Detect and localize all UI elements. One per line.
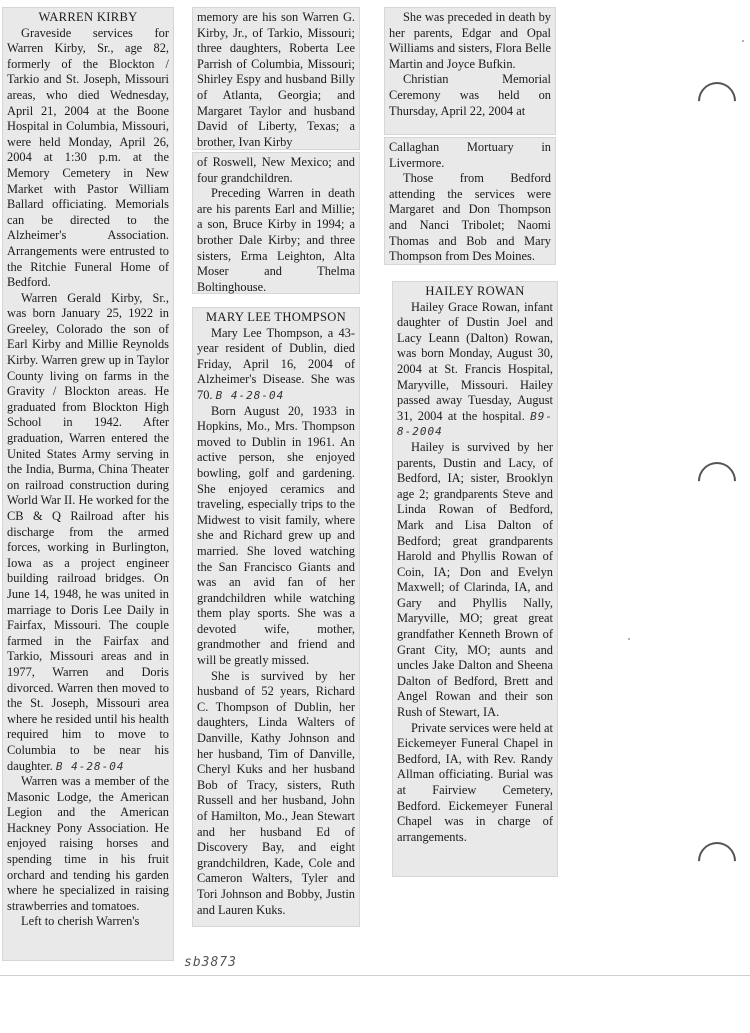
thompson-continued-text: Callaghan Mortuary in Livermore. — [389, 140, 551, 170]
thompson-continued-clipping — [384, 137, 556, 265]
scan-speck — [742, 40, 744, 42]
scan-speck — [628, 638, 630, 640]
thompson-continued-clipping — [384, 7, 556, 135]
thompson-paragraph: She is survived by her husband of 52 years, Richard C. Thompson of Dublin, her daughters, Linda Walters of Danville, Kathy Johnson and her husband, Tim of Danville, Cheryl Kuks and her husband Bob of Tracy, sisters, Ruth Russell and her husband, John of Hamilton, Mo., Jean Stewart and her husband Ed of Discovery Bay, and eight grandchildren, Kade, Cole and Cameron Walters, Tyler and Tori Johnson and Bobby, Justin and Lauren Kuks. — [197, 668, 355, 917]
kirby-clipping — [2, 7, 174, 961]
kirby-paragraph: Left to cherish Warren's — [21, 914, 140, 929]
rowan-heading: HAILEY ROWAN — [425, 284, 525, 298]
handwritten-date: B 4-28-04 — [55, 759, 125, 773]
thompson-continued-text: Christian Memorial Ceremony was held on Thursday, April 22, 2004 at — [389, 72, 551, 118]
rowan-clipping — [392, 281, 558, 877]
binder-hole — [690, 834, 744, 888]
kirby-continued-text: of Roswell, New Mexico; and four grandchildren. — [197, 155, 355, 185]
kirby-continued-clipping — [192, 152, 360, 294]
handwritten-page-number: sb3873 — [184, 955, 237, 970]
thompson-paragraph: Born August 20, 1933 in Hopkins, Mo., Mrs. Thompson moved to Dublin in 1961. An active person, she enjoyed bowling, golf and gardening. She enjoyed ceramics and traveling, especially trips to the Midwest to visit family, where she and Richard grew up and married. She loved watching the San Francisco Giants and was an avid fan of her grandchildren while watching them play sports. She was a devoted wife, mother, grandmother and friend and will be greatly missed. — [197, 403, 355, 668]
binder-hole — [690, 454, 744, 508]
kirby-continued-text: memory are his son Warren G. Kirby, Jr., of Tarkio, Missouri; three daughters, Roberta Lee Parrish of Columbia, Missouri; Shirley Espy and husband Billy of Atlanta, Georgia; and Margaret Taylor and husband David of Liberty, Texas; a brother, Ivan Kirby — [197, 10, 355, 149]
binder-hole — [690, 74, 744, 128]
thompson-continued-text: Those from Bedford attending the services were Margaret and Don Thompson and Nanci Tribolet; Naomi Thomas and Bob and Mary Thompson from Des Moines. — [389, 171, 551, 264]
handwritten-date: B9-8-2004 — [397, 409, 553, 439]
kirby-continued-clipping — [192, 7, 360, 150]
scan-edge — [0, 975, 750, 976]
thompson-heading: MARY LEE THOMPSON — [205, 310, 347, 324]
thompson-clipping — [192, 307, 360, 927]
kirby-heading: WARREN KIRBY — [38, 10, 138, 24]
kirby-paragraph: Warren was a member of the Masonic Lodge, the American Legion and the American Hackney Pony Association. He enjoyed raising horses and spending time in his fruit orchard and tending his garden where he specialized in raising strawberries and tomatoes. — [7, 774, 169, 913]
handwritten-date: B 4-28-04 — [215, 388, 285, 402]
rowan-paragraph: Hailey is survived by her parents, Dustin and Lacy, of Bedford, IA; sister, Brooklyn age 2; grandparents Steve and Linda Rowan of Bedford, Mark and Lisa Dalton of Bedford; great grandparents Harold and Phyllis Rowan of Coin, IA; Don and Evelyn Maxwell; of Clarinda, IA, and Gary and Phyllis Nally, Maryville, MO; great great grandfather Kenneth Brown of Grant City, MO; aunts and uncles Jake Dalton and Sheena Dalton of Bedford, Brett and Angel Rowan and their son Rush of Stewart, IA. — [397, 439, 553, 720]
kirby-paragraph: Warren Gerald Kirby, Sr., was born January 25, 1922 in Greeley, Colorado the son of Earl Kirby and Millie Reynolds Kirby. Warren grew up in Taylor County living on farms in the Gravity / Blockton areas. He graduated from Blockton High School in 1942. After graduation, Warren entered the United States Army serving in the India, Burma, China Theater on railroad construction during World War II. He worked for the CB & Q Railroad after his discharge from the armed forces, working in Burlington, Iowa as a project engineer building railroad bridges. On June 14, 1948, he was united in marriage to Doris Lee Daily in Fairfax, Missouri. The couple farmed in the Fairfax and Tarkio, Missouri areas and in 1977, Warren and Doris divorced. Warren then moved to the St. Joseph, Missouri area where he resided until his health required him to move to Columbia to be near his daughter. B 4-28-04 — [7, 290, 169, 773]
thompson-paragraph: Mary Lee Thompson, a 43-year resident of Dublin, died Friday, April 16, 2004 of Alzheimer's Disease. She was 70. B 4-28-04 — [197, 325, 355, 402]
rowan-paragraph: Hailey Grace Rowan, infant daughter of Dustin Joel and Lacy Leann (Dalton) Rowan, was born Monday, August 30, 2004 at St. Francis Hospital, Maryville, Missouri. Hailey passed away Tuesday, August 31, 2004 at the hospital. B9-8-2004 — [397, 299, 553, 439]
rowan-paragraph: Private services were held at Eickemeyer Funeral Chapel in Bedford, IA, with Rev. Randy Allman officiating. Burial was at Fairview Cemetery, Bedford. Eickemeyer Funeral Chapel was in charge of arrangements. — [397, 720, 553, 844]
thompson-continued-text: She was preceded in death by her parents, Edgar and Opal Williams and sisters, Flora Belle Martin and Joyce Bufkin. — [389, 10, 551, 71]
kirby-continued-text: Preceding Warren in death are his parents Earl and Millie; a son, Bruce Kirby in 1994; a brother Dale Kirby; and three sisters, Erma Leighton, Alta Moser and Thelma Boltinghouse. — [197, 186, 355, 294]
kirby-paragraph: Graveside services for Warren Kirby, Sr., age 82, formerly of the Blockton / Tarkio and St. Joseph, Missouri areas, who died Wednesday, April 21, 2004 at the Boone Hospital in Columbia, Missouri, were held Monday, April 26, 2004 at 1:30 p.m. at the Memory Cemetery in New Market with Pastor William Ballard officiating. Memorials can be directed to the Alzheimer's Association. Arrangements were entrusted to the Ritchie Funeral Home of Bedford. — [7, 25, 169, 290]
